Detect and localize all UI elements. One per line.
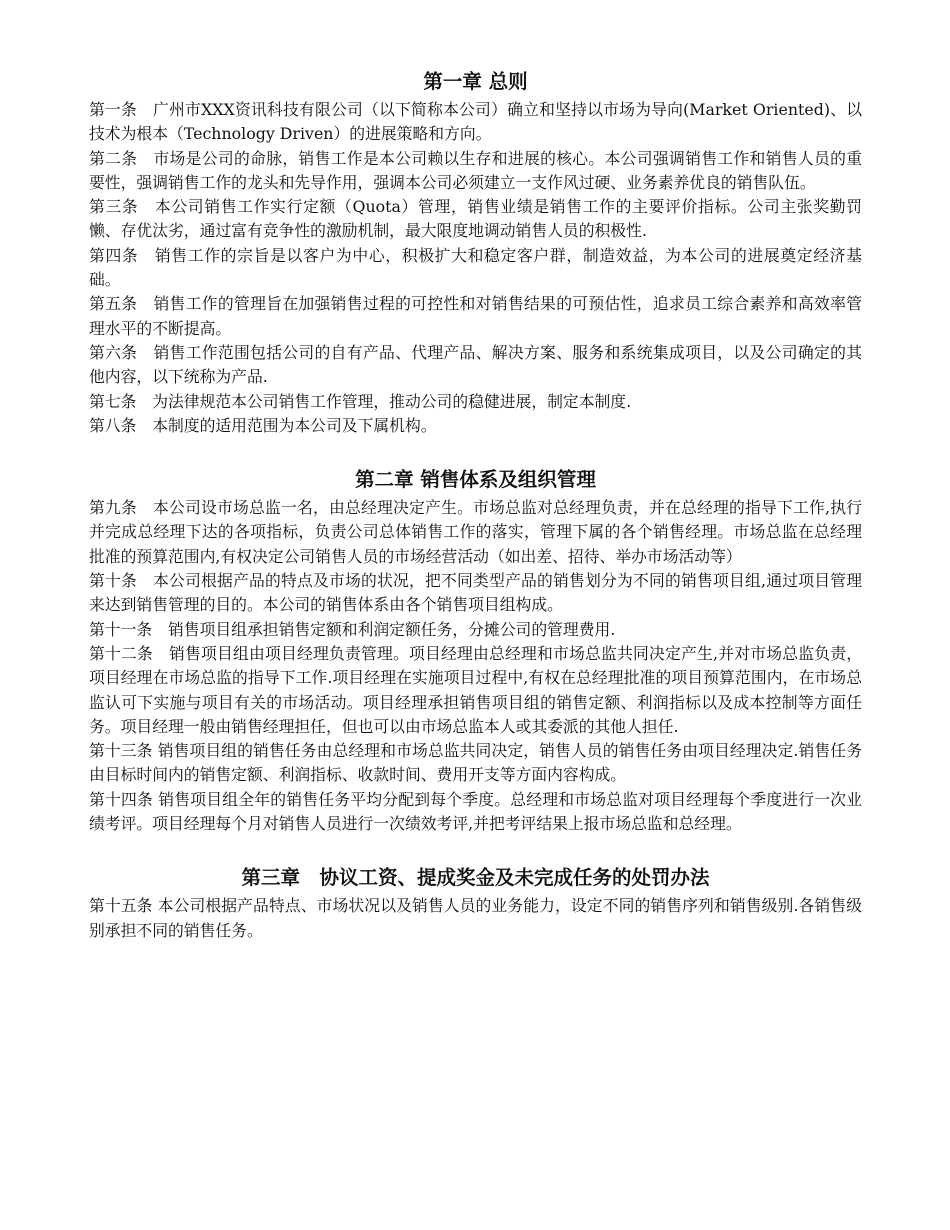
- article-11: 第十一条 销售项目组承担销售定额和利润定额任务，分摊公司的管理费用.: [89, 619, 616, 639]
- article-10: 第十条 本公司根据产品的特点及市场的状况，把不同类型产品的销售划分为不同的销售项目组,通过项目管理来达到销售管理的目的。本公司的销售体系由各个销售项目组构成。: [89, 571, 862, 615]
- chapter-2: [89, 464, 862, 836]
- article-13: 第十三条 销售项目组的销售任务由总经理和市场总监共同决定，销售人员的销售任务由项目经理决定.销售任务由目标时间内的销售定额、利润指标、收款时间、费用开支等方面内容构成。: [89, 741, 862, 785]
- article-14: 第十四条 销售项目组全年的销售任务平均分配到每个季度。总经理和市场总监对项目经理每个季度进行一次业绩考评。项目经理每个月对销售人员进行一次绩效考评,并把考评结果上报市场总监和总经理。: [89, 789, 862, 834]
- article-12: 第十二条 销售项目组由项目经理负责管理。项目经理由总经理和市场总监共同决定产生,并对市场总监负责，项目经理在市场总监的指导下工作.项目经理在实施项目过程中,有权在总经理批准的项目预算范围内，在市场总监认可下实施与项目有关的市场活动。项目经理承担销售项目组的销售定额、利润指标以及成本控制等方面任务。项目经理一般由销售经理担任，但也可以由市场总监本人或其委派的其他人担任.: [89, 643, 862, 736]
- chapter-3: [89, 862, 862, 943]
- article-7: 第七条 为法律规范本公司销售工作管理，推动公司的稳健进展，制定本制度.: [89, 391, 632, 411]
- article-5: 第五条 销售工作的管理旨在加强销售过程的可控性和对销售结果的可预估性，追求员工综合素养和高效率管理水平的不断提高。: [89, 294, 862, 338]
- chapter-title: 第二章 销售体系及组织管理: [355, 468, 596, 492]
- article-8: 第八条 本制度的适用范围为本公司及下属机构。: [89, 415, 437, 435]
- document-page: [89, 66, 862, 969]
- article-15: 第十五条 本公司根据产品特点、市场状况以及销售人员的业务能力，设定不同的销售序列和销售级别.各销售级别承担不同的销售任务。: [89, 896, 862, 940]
- chapter-1: [89, 66, 862, 438]
- chapter-title: 第一章 总则: [423, 70, 528, 93]
- article-1: 第一条 广州市XXX资讯科技有限公司（以下简称本公司）确立和坚持以市场为导向(Market Oriented)、以技术为根本（Technology Driven）的进展策略和方向。: [89, 100, 862, 144]
- article-6: 第六条 销售工作范围包括公司的自有产品、代理产品、解决方案、服务和系统集成项目，以及公司确定的其他内容，以下统称为产品.: [89, 342, 862, 387]
- article-9: 第九条 本公司设市场总监一名，由总经理决定产生。市场总监对总经理负责，并在总经理的指导下工作,执行并完成总经理下达的各项指标，负责公司总体销售工作的落实，管理下属的各个销售经理。市场总监在总经理批准的预算范围内,有权决定公司销售人员的市场经营活动（如出差、招待、举办市场活动等）: [89, 498, 862, 566]
- article-4: 第四条 销售工作的宗旨是以客户为中心，积极扩大和稳定客户群，制造效益，为本公司的进展奠定经济基础。: [89, 245, 862, 290]
- article-3: 第三条 本公司销售工作实行定额（Quota）管理，销售业绩是销售工作的主要评价指标。公司主张奖勤罚懒、存优汰劣，通过富有竞争性的激励机制，最大限度地调动销售人员的积极性.: [89, 197, 862, 241]
- chapter-title: 第三章 协议工资、提成奖金及未完成任务的处罚办法: [241, 866, 710, 890]
- article-2: 第二条 市场是公司的命脉，销售工作是本公司赖以生存和进展的核心。本公司强调销售工作和销售人员的重要性，强调销售工作的龙头和先导作用，强调本公司必须建立一支作风过硬、业务素养优良的销售队伍。: [89, 148, 862, 192]
